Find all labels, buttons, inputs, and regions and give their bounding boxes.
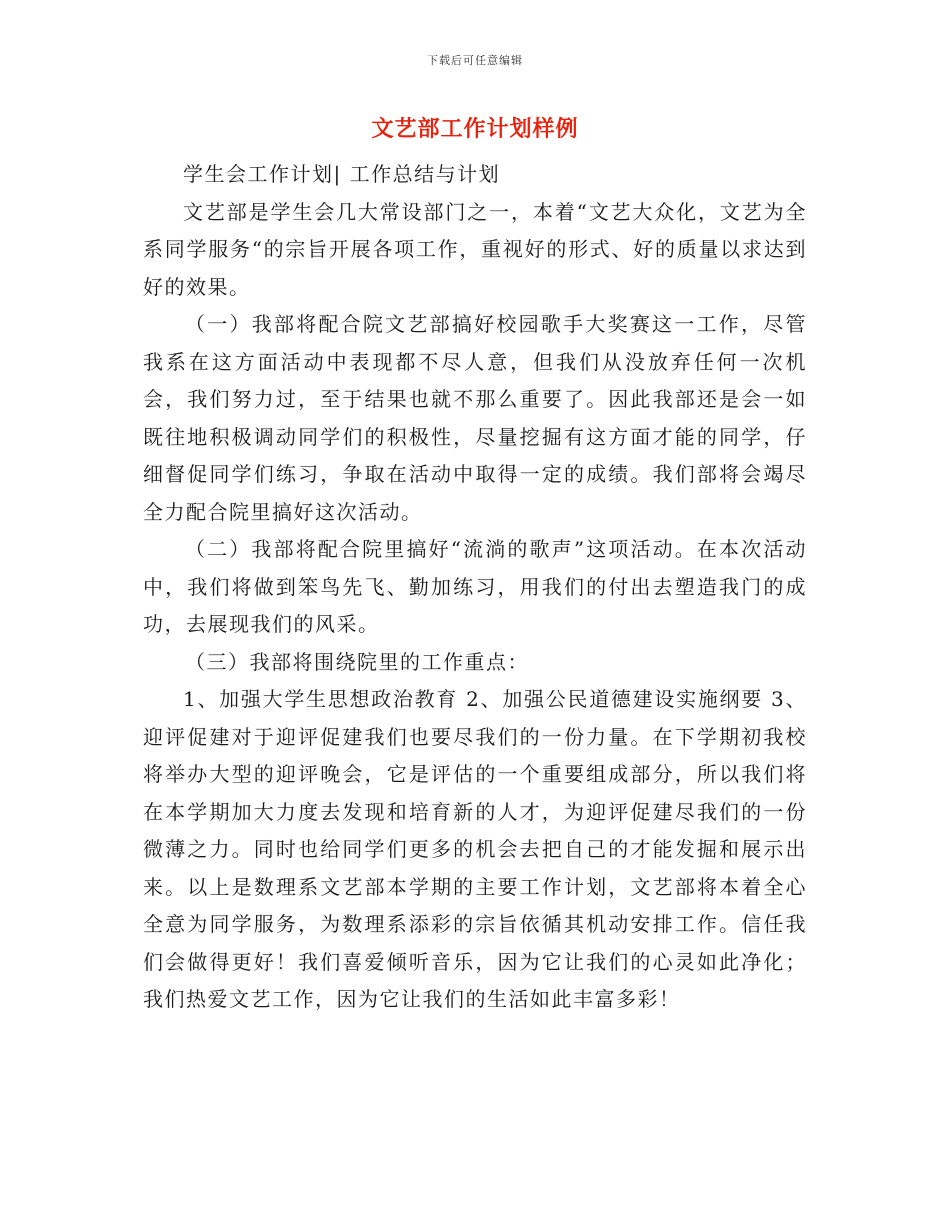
paragraph-item-1: （一）我部将配合院文艺部搞好校园歌手大奖赛这一工作，尽管我系在这方面活动中表现都不尽人意，但我们从没放弃任何一次机会，我们努力过，至于结果也就不那么重要了。因此我部还是会一如既往地积极调动同学们的积极性，尽量挖掘有这方面才能的同学，仔细督促同学们练习，争取在活动中取得一定的成绩。我们部将会竭尽全力配合院里搞好这次活动。: [143, 312, 807, 524]
paragraph-item-3: （三）我部将围绕院里的工作重点：: [185, 649, 529, 674]
document-title: 文艺部工作计划样例: [371, 116, 579, 142]
document-body: [143, 156, 807, 1019]
paragraph-category: 学生会工作计划| 工作总结与计划: [183, 162, 501, 186]
paragraph-focus-points: 1、加强大学生思想政治教育 2、加强公民道德建设实施纲要 3、迎评促建对于迎评促建我们也要尽我们的一份力量。在下学期初我校将举办大型的迎评晚会，它是评估的一个重要组成部分，所以我们将在本学期加大力度去发现和培育新的人才，为迎评促建尽我们的一份微薄之力。同时也给同学们更多的机会去把自己的才能发掘和展示出来。以上是数理系文艺部本学期的主要工作计划，文艺部将本着全心全意为同学服务，为数理系添彩的宗旨依循其机动安排工作。信任我们会做得更好！我们喜爱倾听音乐，因为它让我们的心灵如此净化；我们热爱文艺工作，因为它让我们的生活如此丰富多彩！: [143, 687, 807, 1011]
header-note: 下载后可任意编辑: [427, 54, 523, 67]
paragraph-intro: 文艺部是学生会几大常设部门之一，本着“文艺大众化，文艺为全系同学服务“的宗旨开展各项工作，重视好的形式、好的质量以求达到好的效果。: [143, 199, 807, 299]
paragraph-item-2: （二）我部将配合院里搞好“流淌的歌声”这项活动。在本次活动中，我们将做到笨鸟先飞、勤加练习，用我们的付出去塑造我门的成功，去展现我们的风采。: [143, 537, 807, 636]
